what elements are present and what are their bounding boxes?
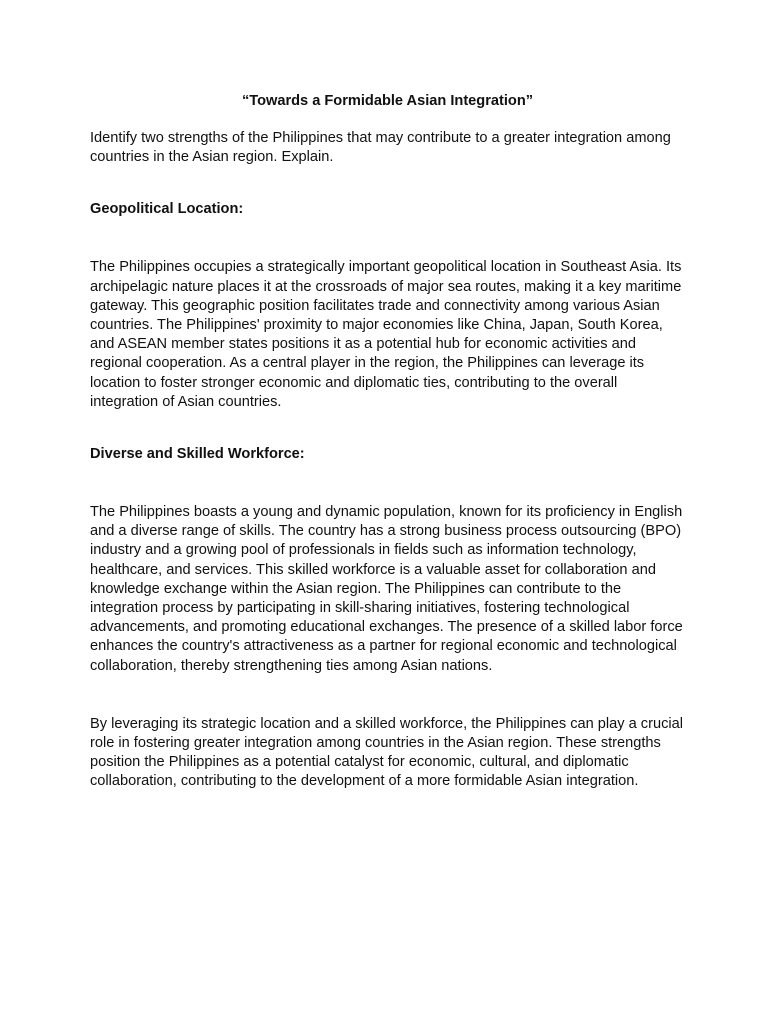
document-page bbox=[90, 92, 685, 792]
section-heading-geopolitical: Geopolitical Location: bbox=[90, 201, 244, 218]
section-heading-workforce: Diverse and Skilled Workforce: bbox=[90, 446, 305, 463]
section-body-workforce: The Philippines boasts a young and dynamic population, known for its proficiency in English and a diverse range of skills. The country has a strong business process outsourcing (BPO) industry and a growing pool of professionals in fields such as information technology, healthcare, and services. This skilled workforce is a valuable asset for collaboration and knowledge exchange within the Asian region. The Philippines can contribute to the integration process by participating in skill-sharing initiatives, fostering technological advancements, and promoting educational exchanges. The presence of a skilled labor force enhances the country's attractiveness as a partner for regional economic and technological collaboration, thereby strengthening ties among Asian nations. bbox=[90, 504, 683, 674]
prompt-paragraph: Identify two strengths of the Philippines that may contribute to a greater integration among countries in the Asian region. Explain. bbox=[90, 130, 671, 166]
section-body-geopolitical: The Philippines occupies a strategically important geopolitical location in Southeast Asia. Its archipelagic nature places it at the crossroads of major sea routes, making it a key maritime gateway. This geographic position facilitates trade and connectivity among various Asian countries. The Philippines' proximity to major economies like China, Japan, South Korea, and ASEAN member states positions it as a potential hub for economic activities and regional cooperation. As a central player in the region, the Philippines can leverage its location to foster stronger economic and diplomatic ties, contributing to the overall integration of Asian countries. bbox=[90, 259, 682, 410]
conclusion-paragraph: By leveraging its strategic location and a skilled workforce, the Philippines can play a crucial role in fostering greater integration among countries in the Asian region. These strengths position the Philippines as a potential catalyst for economic, cultural, and diplomatic collaboration, contributing to the development of a more formidable Asian integration. bbox=[90, 715, 683, 790]
document-title: “Towards a Formidable Asian Integration” bbox=[241, 93, 534, 109]
